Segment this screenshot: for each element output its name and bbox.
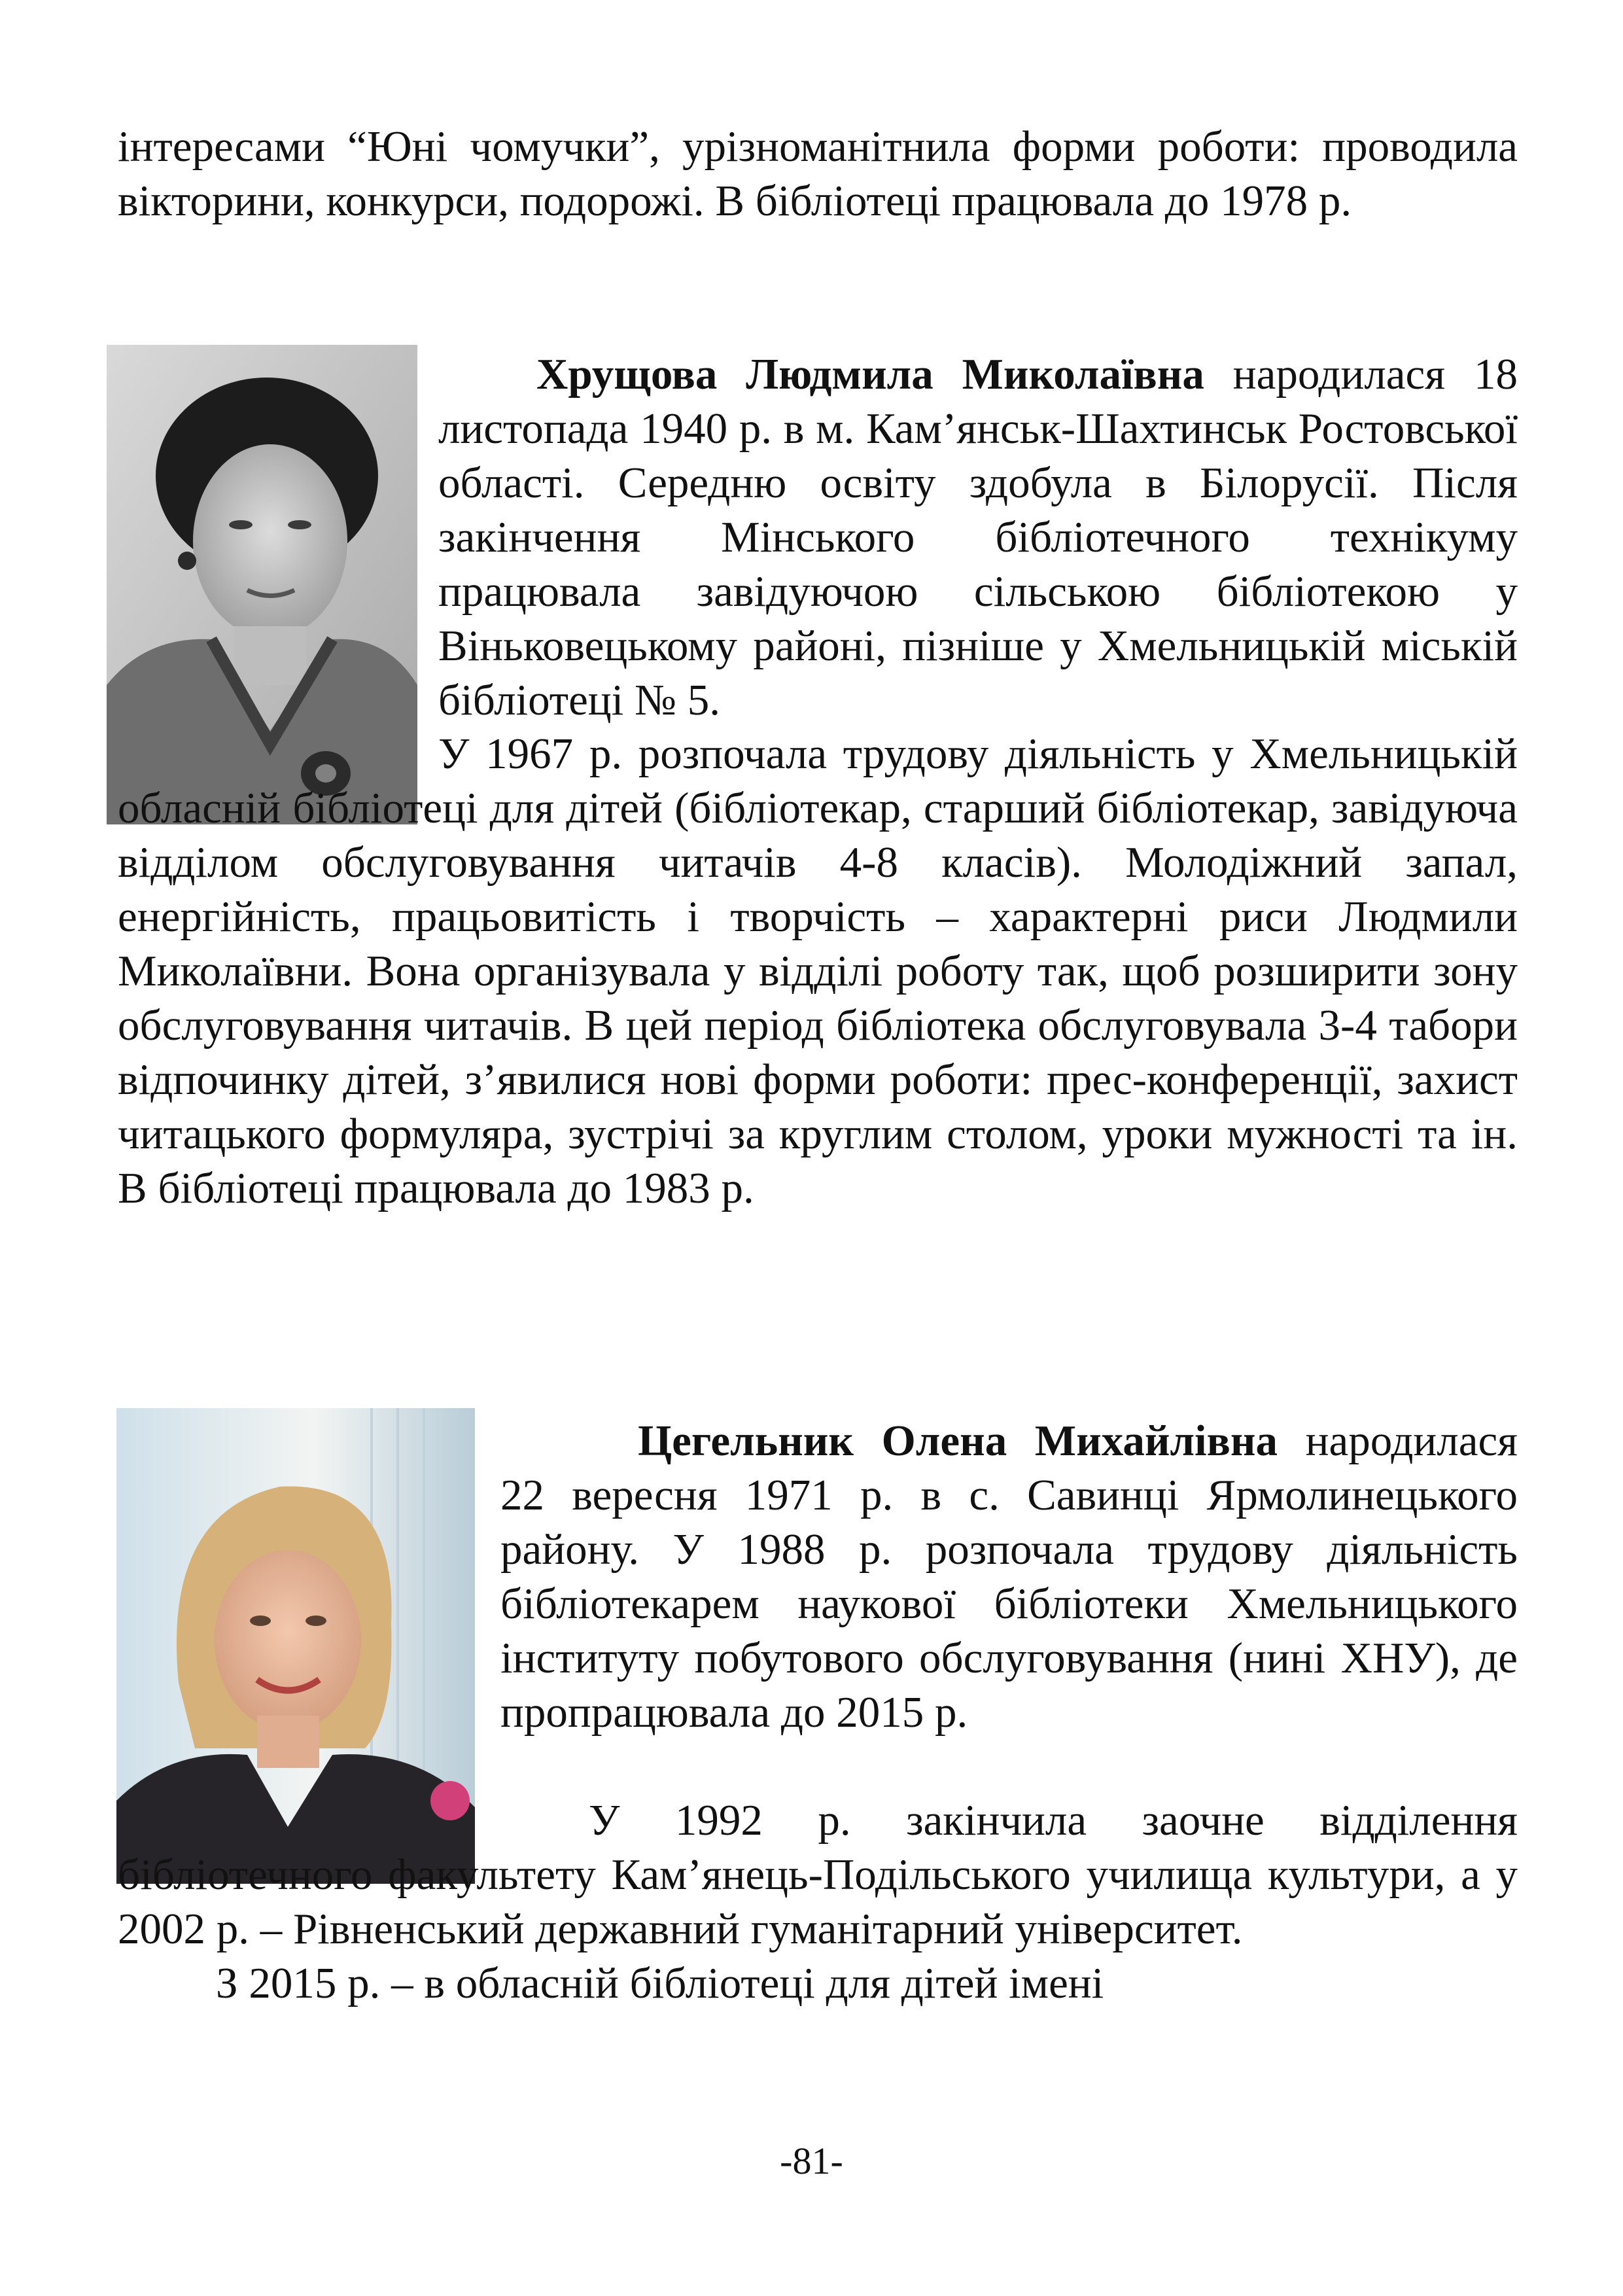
intro-text: інтересами “Юні чомучки”, урізноманітнила форми роботи: проводила вікторини, конкурси, подорожі. В бібліотеці працювала до 1978 р. — [118, 122, 1518, 225]
bio2-intro-block — [500, 1414, 1518, 1740]
page-number: -81- — [780, 2140, 843, 2182]
bio2-continuation-block — [118, 1793, 1518, 2011]
bio1-paragraph — [438, 347, 1518, 728]
bio1-text2: У 1967 р. розпочала трудову діяльність у Хмельницькій обласній бібліотеці для дітей (бібліотекар, старший бібліотекар, завідуюча відділом обслуговування читачів 4-8 класів). Молодіжний запал, енергійність, працьовитість і творчість – характерні риси Людмили Миколаївни. Вона організувала у відділі роботу так, щоб розширити зону обслуговування читачів. В цей період бібліотека обслуговувала 3-4 табори відпочинку дітей, з’явилися нові форми роботи: прес-конференції, захист читацького формуляра, зустрічі за круглим столом, уроки мужності та ін. В бібліотеці працювала до 1983 р. — [118, 730, 1518, 1212]
bio2-text3: З 2015 р. – в обласній бібліотеці для дітей імені — [216, 1959, 1104, 2007]
bio2-text: народилася 22 вересня 1971 р. в с. Савинці Ярмолинецького району. У 1988 р. розпочала трудову діяльність бібліотекарем наукової бібліотеки Хмельницького інституту побутового обслуговування (нині ХНУ), де пропрацювала до 2015 р. — [500, 1417, 1518, 1737]
bio2-paragraph — [500, 1414, 1518, 1740]
bio1-intro-block — [438, 347, 1518, 728]
intro-paragraph — [118, 120, 1518, 228]
bio1-text: народилася 18 листопада 1940 р. в м. Кам’янськ-Шахтинськ Ростовської області. Середню освіту здобула в Білорусії. Після закінчення Мінського бібліотечного технікуму працювала завідуючою сільською бібліотекою у Віньковецькому районі, пізніше у Хмельницькій міській бібліотеці № 5. — [438, 350, 1518, 724]
bio2-name: Цегельник Олена Михайлівна — [638, 1417, 1278, 1465]
bio2-text2: У 1992 р. закінчила заочне відділення бібліотечного факультету Кам’янець-Подільського училища культури, а у 2002 р. – Рівненський державний гуманітарний університет. — [118, 1796, 1518, 1953]
bio1-name: Хрущова Людмила Миколаївна — [536, 350, 1204, 398]
bio1-continuation-block — [118, 727, 1518, 1216]
